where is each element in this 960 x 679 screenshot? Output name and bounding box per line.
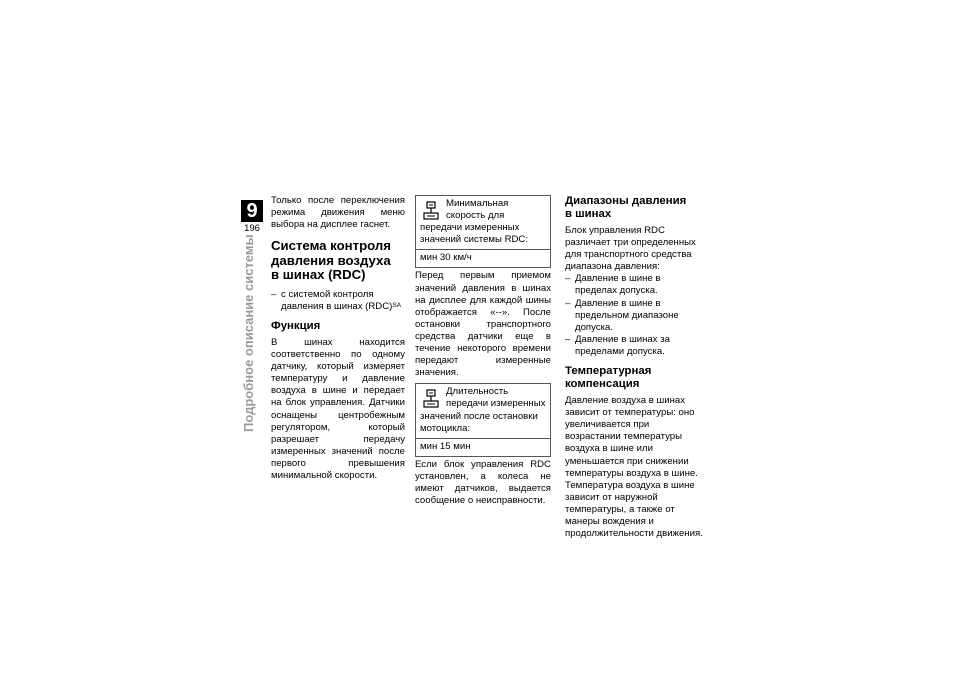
section-heading-temperature-compensation	[565, 365, 703, 391]
chapter-number: 9	[241, 200, 263, 222]
chapter-side-title: Подробное описание системы	[241, 234, 256, 432]
note-box-duration	[415, 383, 551, 456]
note-text: Длительность передачи измеренных значений после остановки мотоцикла:	[420, 386, 546, 434]
heading-line: Температурная	[565, 365, 652, 378]
subheading-function: Функция	[271, 319, 321, 332]
option-marker: SA	[392, 301, 402, 309]
pressure-range-list	[565, 273, 703, 358]
note-content	[416, 384, 550, 437]
section-heading-pressure-ranges	[565, 195, 703, 221]
note-text: Минимальная скорость для передачи измеренных значений системы RDC:	[420, 198, 529, 246]
column-1	[271, 195, 405, 482]
function-paragraph: В шинах находится соответственно по одному датчику, который измеряет температуру и давление воздуха в шине и передает на блок управления. Датчики оснащены центробежным регулятором, который разрешает передачу измеренных значений после первого превышения минимальной скорости.	[271, 336, 405, 481]
note-value: мин 30 км/ч	[416, 249, 550, 267]
section-heading-rdc	[271, 239, 405, 283]
list-item: – Давление в шине в предельном диапазоне допуска.	[565, 298, 703, 334]
heading-line: в шинах	[565, 208, 612, 220]
heading-line: компенсация	[565, 378, 640, 391]
list-item	[271, 289, 405, 313]
list-item: – Давление в шинах за пределами допуска.	[565, 334, 703, 358]
note-box-min-speed	[415, 195, 551, 268]
paragraph: Блок управления RDC различает три определенных для транспортного средства диапазона давления:	[565, 225, 696, 273]
paragraph: Перед первым приемом значений давления в шинах на дисплее для каждой шины отображается «--». После остановки транспортного средства датчики еще в течение некоторого времени передают измеренные значения.	[415, 270, 551, 379]
note-value: мин 15 мин	[416, 438, 550, 456]
note-content	[416, 196, 550, 249]
heading-line: Диапазоны давления	[565, 195, 687, 207]
column-2	[415, 195, 551, 507]
intro-paragraph: Только после переключения режима движения меню выбора на дисплее гаснет.	[271, 195, 405, 231]
paragraph: Давление воздуха в шинах зависит от температуры: оно увеличивается при возрастании температуры воздуха в шине или уменьшается при снижении температуры воздуха в шине. Температура воздуха в шине зависит от наружной температуры, а также от манеры вождения и продолжительности движения.	[565, 395, 703, 540]
data-value-icon	[422, 389, 440, 409]
data-value-icon	[422, 201, 440, 221]
paragraph: Если блок управления RDC установлен, а колеса не имеют датчиков, выдается сообщение о неисправности.	[415, 458, 551, 507]
heading-line: Система контроля	[271, 238, 391, 254]
heading-line: давления воздуха	[271, 252, 391, 268]
column-3	[565, 195, 703, 540]
equipment-list	[271, 289, 405, 313]
heading-line: в шинах (RDC)	[271, 267, 366, 283]
list-item-text: с системой контроля давления в шинах (RDC)	[281, 288, 393, 312]
list-item: – Давление в шине в пределах допуска.	[565, 273, 703, 297]
page-number: 196	[244, 223, 260, 234]
